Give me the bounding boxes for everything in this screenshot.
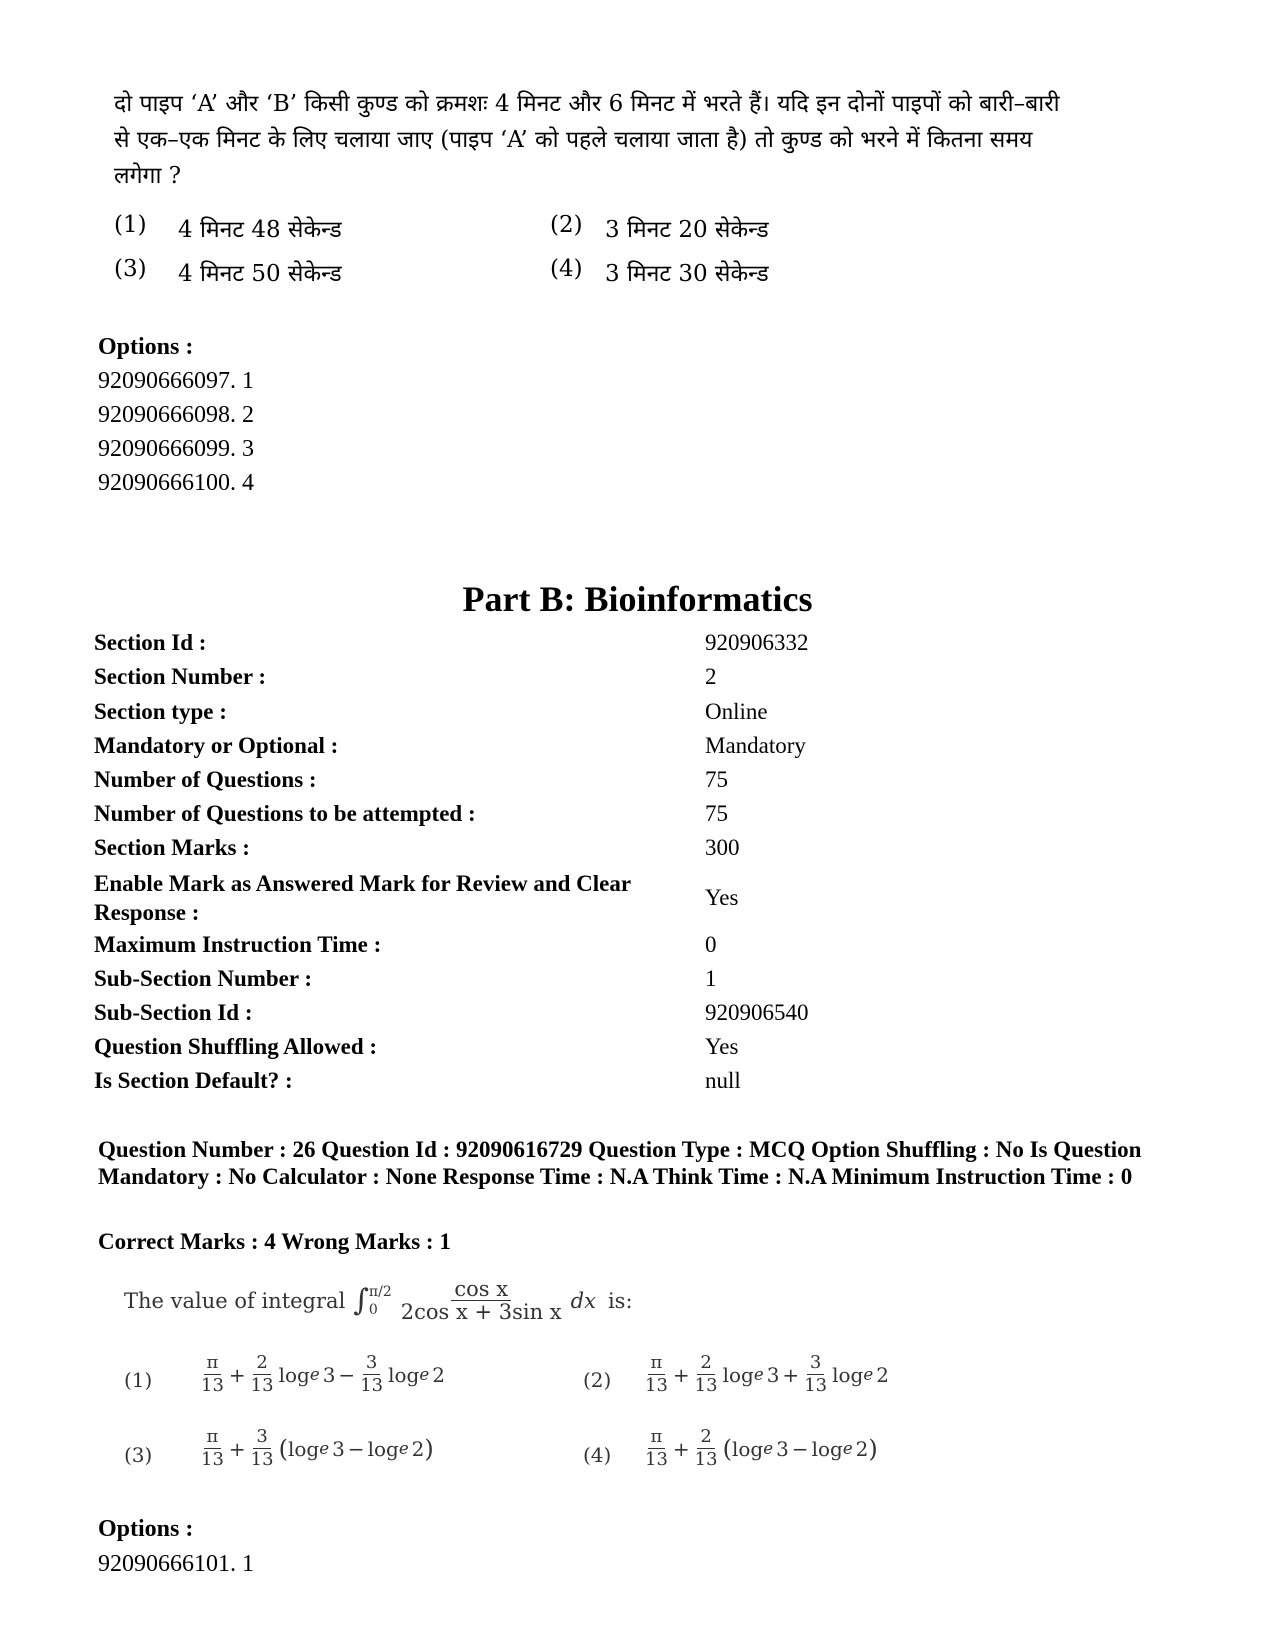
- option-id: 92090666098. 2: [98, 402, 254, 428]
- question-26-meta: Question Number : 26 Question Id : 92090616729 Question Type : MCQ Option Shuffling : No Is Question Mandatory : No Calculator : None Response Time : N.A Think Time : N.A Minimum Instruction Time : 0: [98, 1137, 1142, 1189]
- integrand-numerator: cos x: [451, 1278, 511, 1301]
- fraction: $\frac{2}{13}$: [250, 1352, 274, 1396]
- section-default-label: Is Section Default? :: [94, 1068, 293, 1093]
- fraction: $\frac{3}{13}$: [804, 1352, 828, 1396]
- mandatory-label: Mandatory or Optional :: [94, 733, 339, 758]
- choice-4-number: (4): [550, 256, 583, 282]
- fraction: $\frac{\pi}{13}$: [645, 1352, 668, 1396]
- question-shuffling-label: Question Shuffling Allowed :: [94, 1034, 378, 1059]
- section-type-value: Online: [705, 699, 768, 724]
- q26-choice-2-expression: $\frac{\pi}{13}$ + $\frac{2}{13}$ log e 3 + $\frac{3}{13}$ log e 2: [640, 1352, 889, 1397]
- fraction: $\frac{\pi}{13}$: [201, 1426, 224, 1470]
- integral-sign: ∫: [353, 1283, 369, 1318]
- choice-1-text: 4 मिनट 48 सेकेन्ड: [178, 217, 342, 243]
- enable-mark-value: Yes: [705, 885, 739, 910]
- option-id: 92090666101. 1: [98, 1551, 254, 1577]
- option-id: 92090666100. 4: [98, 470, 254, 496]
- num-questions-label: Number of Questions :: [94, 767, 317, 792]
- num-questions-value: 75: [705, 767, 728, 792]
- options-label: Options :: [98, 334, 194, 360]
- section-number-value: 2: [705, 664, 717, 689]
- sub-section-number-value: 1: [705, 966, 717, 991]
- fraction: $\frac{2}{13}$: [694, 1426, 718, 1470]
- stem-suffix: is:: [607, 1288, 633, 1313]
- sub-section-number-label: Sub-Section Number :: [94, 966, 313, 991]
- enable-mark-label: Enable Mark as Answered Mark for Review and Clear Response :: [94, 871, 631, 925]
- section-id-value: 920906332: [705, 630, 809, 655]
- q26-choice-3-expression: $\frac{\pi}{13}$ + $\frac{3}{13}$ ( log e 3 − log e 2 ): [196, 1426, 434, 1471]
- fraction: $\frac{3}{13}$: [250, 1426, 274, 1470]
- part-title: Part B: Bioinformatics: [462, 579, 813, 619]
- sub-section-id-value: 920906540: [705, 1000, 809, 1025]
- integral-upper: π/2: [368, 1283, 392, 1300]
- sub-section-id-label: Sub-Section Id :: [94, 1000, 253, 1025]
- fraction: $\frac{2}{13}$: [694, 1352, 718, 1396]
- max-instruction-time-value: 0: [705, 932, 717, 957]
- section-number-label: Section Number :: [94, 664, 267, 689]
- question-26-stem: [124, 1278, 633, 1323]
- section-type-label: Section type :: [94, 699, 227, 724]
- option-id: 92090666097. 1: [98, 368, 254, 394]
- num-attempted-label: Number of Questions to be attempted :: [94, 801, 476, 826]
- integrand-fraction: [398, 1278, 565, 1323]
- q26-choice-1-number: (1): [124, 1368, 153, 1392]
- fraction: $\frac{3}{13}$: [360, 1352, 384, 1396]
- section-marks-label: Section Marks :: [94, 835, 250, 860]
- options-label: Options :: [98, 1516, 194, 1542]
- q26-choice-4-expression: $\frac{\pi}{13}$ + $\frac{2}{13}$ ( log e 3 − log e 2 ): [640, 1426, 878, 1471]
- section-marks-value: 300: [705, 835, 740, 860]
- stem-prefix: The value of integral: [124, 1288, 346, 1313]
- num-attempted-value: 75: [705, 801, 728, 826]
- fraction: $\frac{\pi}{13}$: [201, 1352, 224, 1396]
- question-26-marks: Correct Marks : 4 Wrong Marks : 1: [98, 1229, 451, 1254]
- integrand-denominator: 2cos x + 3sin x: [400, 1300, 562, 1324]
- dx: dx: [570, 1288, 596, 1313]
- question-25-text: दो पाइप ‘A’ और ‘B’ किसी कुण्ड को क्रमशः 4 मिनट और 6 मिनट में भरते हैं। यदि इन दोनों पाइपों को बारी–बारी से एक–एक मिनट के लिए चलाया जाए (पाइप ‘A’ को पहले चलाया जाता है) तो कुण्ड को भरने में कितना समय लगेगा ?: [114, 91, 1060, 189]
- q26-choice-1-expression: $\frac{\pi}{13}$ + $\frac{2}{13}$ log e 3 − $\frac{3}{13}$ log e 2: [196, 1352, 445, 1397]
- section-id-label: Section Id :: [94, 630, 207, 655]
- q26-choice-4-number: (4): [583, 1443, 612, 1467]
- max-instruction-time-label: Maximum Instruction Time :: [94, 932, 382, 957]
- option-id: 92090666099. 3: [98, 436, 254, 462]
- mandatory-value: Mandatory: [705, 733, 806, 758]
- fraction: $\frac{\pi}{13}$: [645, 1426, 668, 1470]
- choice-2-text: 3 मिनट 20 सेकेन्ड: [605, 217, 769, 243]
- question-shuffling-value: Yes: [705, 1034, 739, 1059]
- q26-choice-3-number: (3): [124, 1443, 153, 1467]
- choice-1-number: (1): [114, 212, 147, 238]
- choice-3-number: (3): [114, 256, 147, 282]
- q26-choice-2-number: (2): [583, 1368, 612, 1392]
- choice-3-text: 4 मिनट 50 सेकेन्ड: [178, 261, 342, 287]
- integral-lower: 0: [368, 1301, 378, 1318]
- choice-2-number: (2): [550, 212, 583, 238]
- section-default-value: null: [705, 1068, 741, 1093]
- choice-4-text: 3 मिनट 30 सेकेन्ड: [605, 261, 769, 287]
